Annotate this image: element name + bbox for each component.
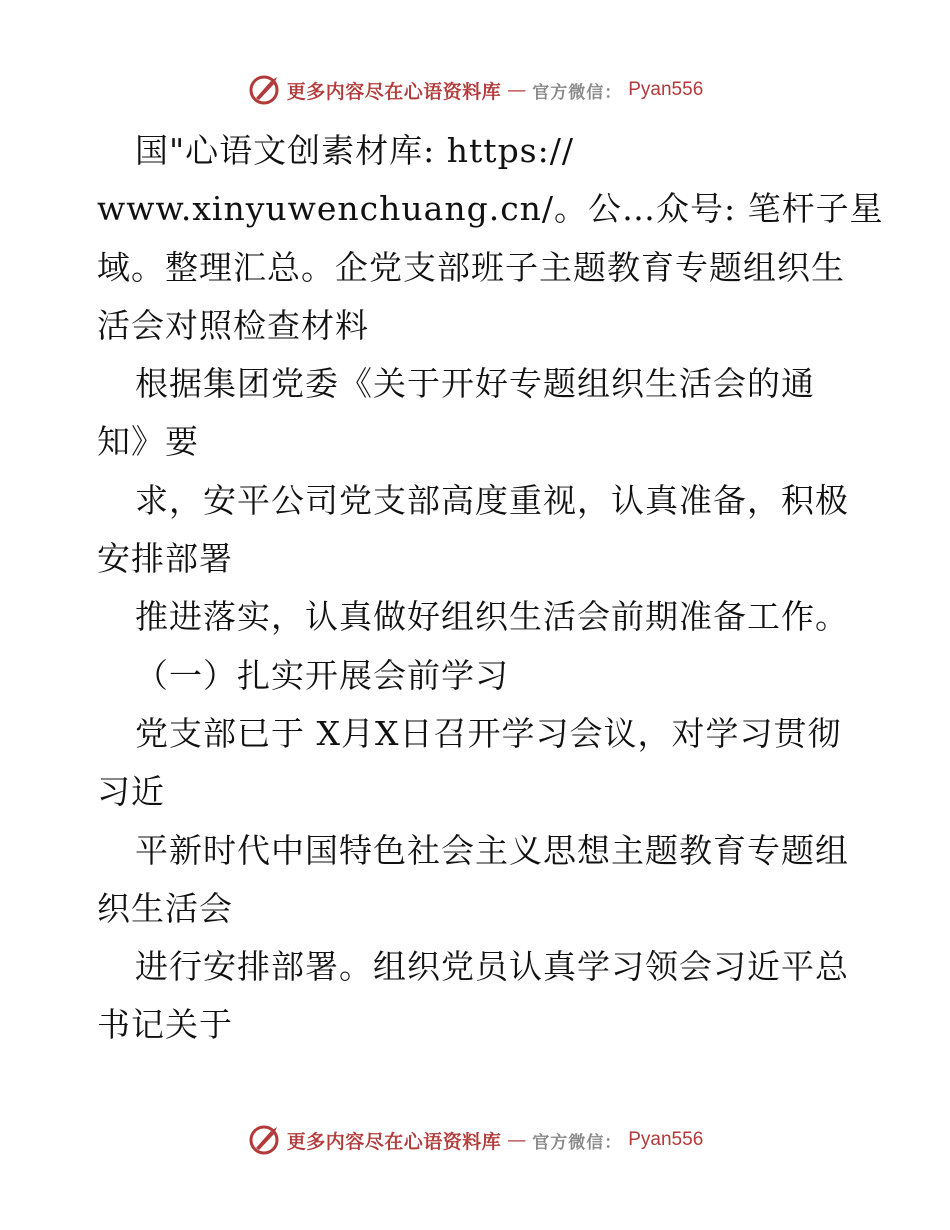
text-line: 书记关于 xyxy=(97,1005,233,1045)
text-line: 国"心语文创素材库: https:// xyxy=(135,131,574,170)
text-line: 推进落实，认真做好组织生活会前期准备工作。 xyxy=(135,597,849,637)
banner-account: Pyan556 xyxy=(628,1129,704,1150)
text-line: www.xinyuwenchuang.cn/。公…众号: 笔杆子星 xyxy=(97,189,884,229)
banner-text: 更多内容尽在心语资料库 xyxy=(286,1130,502,1153)
text-line: 求，安平公司党支部高度重视，认真准备，积极 xyxy=(135,480,849,520)
banner-label: 官方微信： xyxy=(532,1132,623,1153)
quill-logo-icon xyxy=(247,1123,281,1157)
section-heading: （一）扎实开展会前学习 xyxy=(135,655,509,695)
text-line: 活会对照检查材料 xyxy=(97,305,369,345)
quill-logo-icon xyxy=(247,73,281,107)
text-line: 党支部已于 X月X日召开学习会议，对学习贯彻 xyxy=(135,713,842,753)
text-line: 习近 xyxy=(97,772,165,812)
document-body xyxy=(97,122,884,1055)
text-line: 根据集团党委《关于开好专题组织生活会的通 xyxy=(135,364,815,404)
banner-label: 官方微信： xyxy=(532,82,623,103)
banner-text: 更多内容尽在心语资料库 xyxy=(286,80,502,103)
text-line: 平新时代中国特色社会主义思想主题教育专题组 xyxy=(135,830,849,870)
text-line: 知》要 xyxy=(97,422,199,462)
banner-dash: — xyxy=(507,79,527,101)
text-line: 域。整理汇总。企党支部班子主题教育专题组织生 xyxy=(97,247,845,287)
text-line: 安排部署 xyxy=(97,539,233,579)
header-banner xyxy=(0,70,950,110)
footer-banner xyxy=(0,1120,950,1160)
text-line: 织生活会 xyxy=(97,888,233,928)
text-line: 进行安排部署。组织党员认真学习领会习近平总 xyxy=(135,947,849,987)
banner-account: Pyan556 xyxy=(628,79,704,100)
banner-dash: — xyxy=(507,1129,527,1151)
